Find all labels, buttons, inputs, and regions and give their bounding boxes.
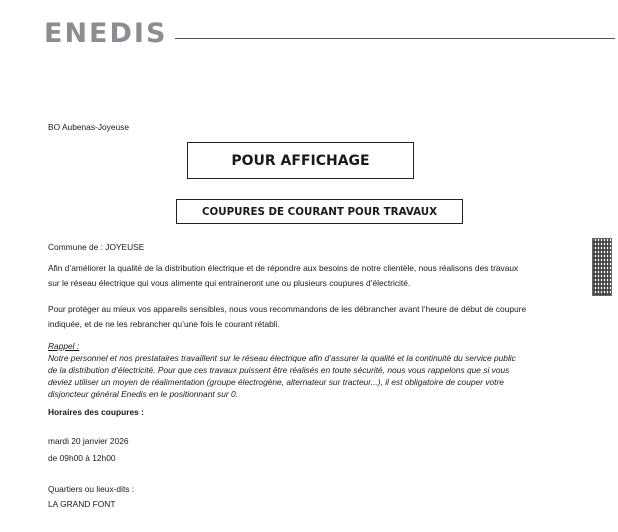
reminder-line2: de la distribution d’électricité. Pour que ces travaux puissent être réalisés en toute sécurité, nous vous rappelons que si vous xyxy=(48,365,510,375)
enedis-logo: ENEDIS xyxy=(44,18,168,49)
qr-code-icon xyxy=(592,238,612,296)
reminder-label: Rappel : xyxy=(48,341,80,351)
outage-date: mardi 20 janvier 2026 xyxy=(48,436,129,446)
areas-heading: Quartiers ou lieux-dits : xyxy=(48,484,135,494)
outage-time-range: de 09h00 à 12h00 xyxy=(48,453,116,463)
commune-line: Commune de : JOYEUSE xyxy=(48,242,145,252)
notice-subtitle: COUPURES DE COURANT POUR TRAVAUX xyxy=(176,199,463,224)
reminder-line1: Notre personnel et nos prestataires travaillent sur le réseau électrique afin d’assurer la qualité et la continuité du service public xyxy=(48,353,516,363)
paragraph1-line1: Afin d’améliorer la qualité de la distribution électrique et de répondre aux besoins de notre clientèle, nous réalisons des travaux xyxy=(48,263,519,273)
hours-heading: Horaires des coupures : xyxy=(48,407,144,417)
paragraph2-line1: Pour protéger au mieux vos appareils sensibles, nous vous recommandons de les débrancher avant l’heure de début de coupure xyxy=(48,304,527,314)
area-name: LA GRAND FONT xyxy=(48,499,116,509)
reminder-line4: disjoncteur général Enedis en le positionnant sur 0. xyxy=(48,389,238,399)
header-divider xyxy=(175,38,615,39)
notice-title: POUR AFFICHAGE xyxy=(187,142,414,179)
paragraph1-line2: sur le réseau électrique qui vous alimente qui entraineront une ou plusieurs coupures d’électricité. xyxy=(48,278,411,288)
agency-label: BO Aubenas-Joyeuse xyxy=(48,122,130,132)
paragraph2-line2: indiquée, et de ne les rebrancher qu’une fois le courant rétabli. xyxy=(48,319,280,329)
reminder-line3: deviez utiliser un moyen de réalimentation (groupe électrogène, alternateur sur tracteur...), il est obligatoire de couper votre xyxy=(48,377,504,387)
